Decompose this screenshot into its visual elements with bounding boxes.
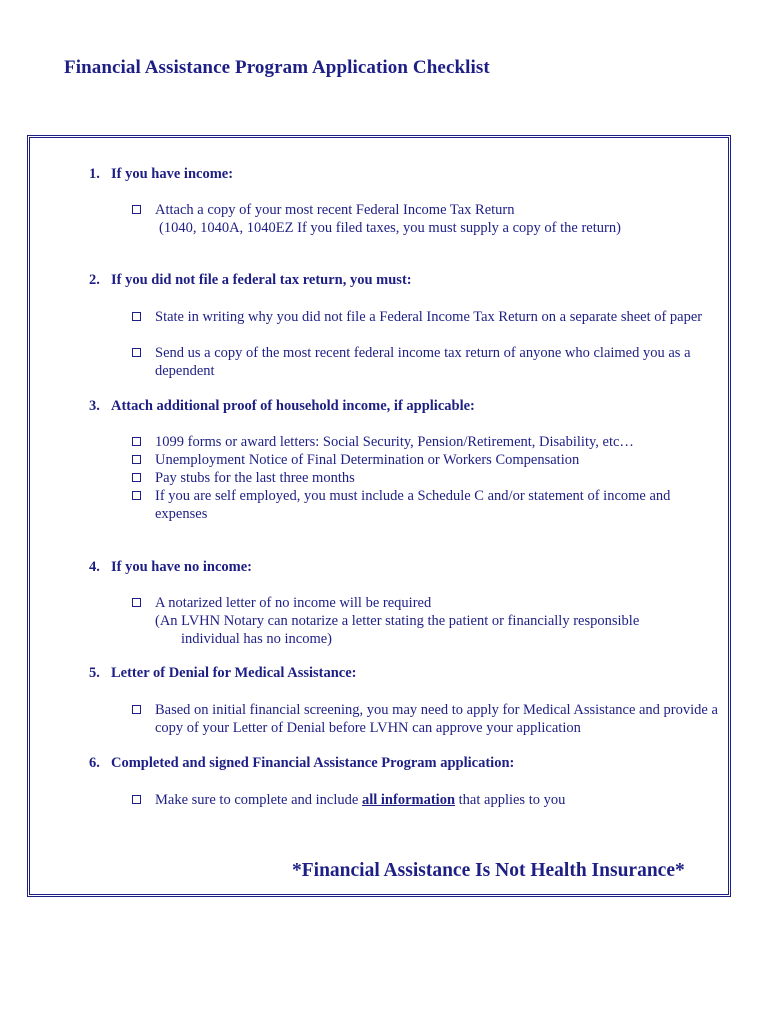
item-text [155,791,722,809]
section-5-heading [89,665,357,682]
item-note: (1040, 1040A, 1040EZ If you filed taxes, you must supply a copy of the return) [159,220,621,236]
item-text: Based on initial financial screening, you may need to apply for Medical Assistance and provide a copy of your Letter of Denial before LVHN can approve your application [155,702,718,736]
item-text-after: that applies to you [458,792,566,808]
section-4-heading [89,559,252,576]
checklist-item [132,344,722,380]
checkbox[interactable] [132,705,141,714]
checkbox[interactable] [132,205,141,214]
section-title: If you have no income: [111,559,252,575]
item-emphasis: all information [361,792,456,808]
item-text: If you are self employed, you must include a Schedule C and/or statement of income and expenses [155,488,671,522]
section-number: 2. [89,272,100,288]
item-note: individual has no income) [181,631,333,647]
section-title: If you did not file a federal tax return, you must: [111,272,412,288]
checklist-item [132,791,722,809]
section-number: 5. [89,665,100,681]
checkbox[interactable] [132,491,141,500]
checkbox[interactable] [132,312,141,321]
checklist-item [132,594,722,648]
checklist-item [132,701,722,737]
item-text: A notarized letter of no income will be required [155,595,432,611]
checkbox[interactable] [132,473,141,482]
item-text: 1099 forms or award letters: Social Security, Pension/Retirement, Disability, etc… [155,434,634,450]
footer-disclaimer: *Financial Assistance Is Not Health Insurance* [292,860,685,881]
checkbox[interactable] [132,348,141,357]
checklist-item [132,201,722,237]
section-title: Letter of Denial for Medical Assistance: [111,665,357,681]
checkbox[interactable] [132,598,141,607]
section-number: 4. [89,559,100,575]
item-text: Send us a copy of the most recent federal income tax return of anyone who claimed you as a dependent [155,345,691,379]
section-title: If you have income: [111,166,234,182]
page-title: Financial Assistance Program Application Checklist [64,57,490,78]
checkbox[interactable] [132,795,141,804]
checklist-item [132,433,722,451]
section-6-heading [89,755,514,772]
checkbox[interactable] [132,455,141,464]
section-number: 3. [89,398,100,414]
item-text: Pay stubs for the last three months [155,470,355,486]
section-title: Completed and signed Financial Assistance Program application: [111,755,515,771]
checklist-item [132,469,722,487]
item-text: Unemployment Notice of Final Determination or Workers Compensation [155,452,580,468]
section-number: 6. [89,755,100,771]
item-note: (An LVHN Notary can notarize a letter stating the patient or financially responsible [155,613,640,629]
checkbox[interactable] [132,437,141,446]
checklist-item [132,451,722,469]
item-text-before: Make sure to complete and include [155,792,359,808]
item-text: Attach a copy of your most recent Federal Income Tax Return [155,202,515,218]
item-text: State in writing why you did not file a Federal Income Tax Return on a separate sheet of paper [155,309,703,325]
section-1-heading [89,166,233,183]
section-3-heading [89,398,475,415]
checklist-item [132,308,722,326]
section-number: 1. [89,166,100,182]
section-title: Attach additional proof of household income, if applicable: [111,398,475,414]
section-2-heading [89,272,412,289]
checklist-item [132,487,722,523]
checklist-frame [27,135,731,897]
